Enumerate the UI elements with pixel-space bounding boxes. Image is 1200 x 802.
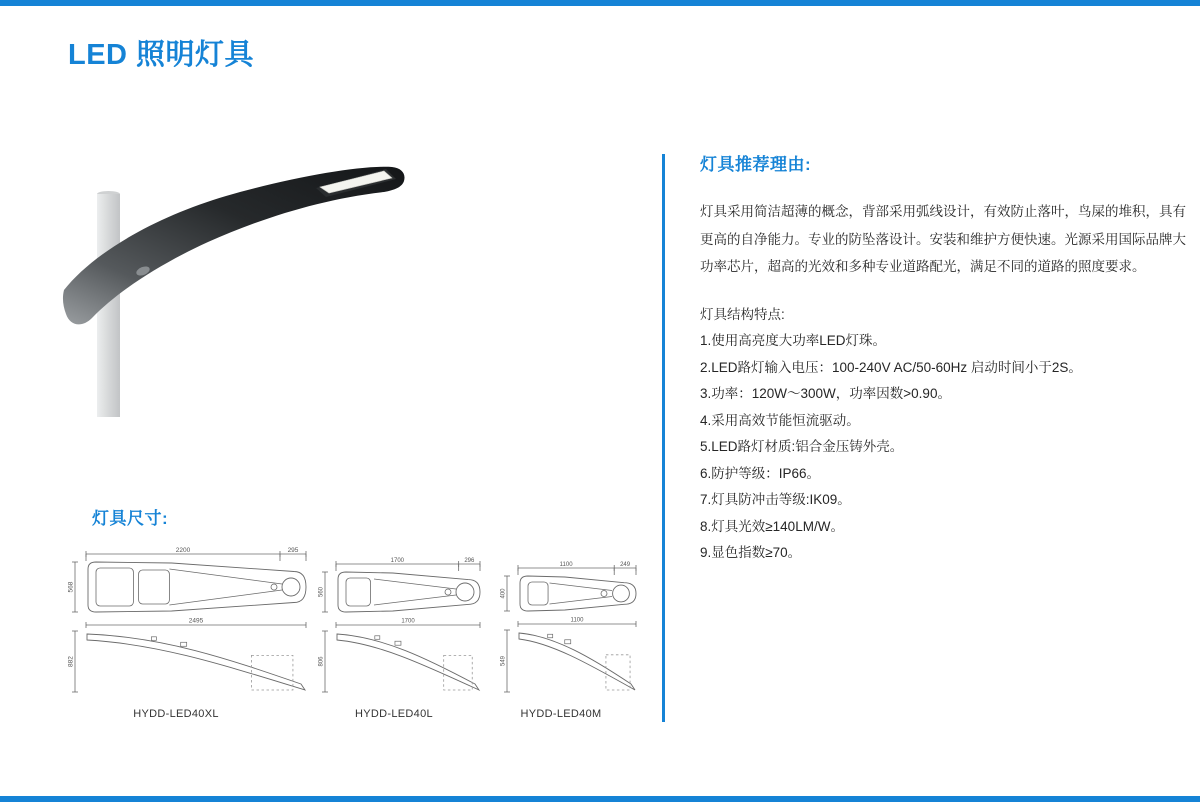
features-list [700,328,1152,567]
svg-text:560: 560 [318,586,325,598]
page-title: LED 照明灯具 [68,39,255,71]
svg-text:400: 400 [500,588,507,599]
svg-text:1100: 1100 [570,617,584,624]
section-divider [662,154,665,722]
recommendation-section [700,150,1186,567]
technical-drawing-xl [66,546,310,698]
svg-text:806: 806 [318,656,325,667]
svg-text:296: 296 [464,558,475,564]
feature-item: 2.LED路灯输入电压：100-240V AC/50-60Hz 启动时间小于2S。 [700,359,1082,375]
dimension-drawing [66,546,310,698]
lamp-photo [40,138,460,460]
svg-text:249: 249 [620,562,631,568]
feature-item: 5.LED路灯材质:铝合金压铸外壳。 [700,439,904,454]
dimension-drawing [498,560,640,698]
svg-text:1700: 1700 [401,618,415,625]
model-label: HYDD-LED40XL [133,708,219,720]
svg-text:2200: 2200 [175,547,191,554]
paragraph-line: 功率芯片，超高的光效和多种专业道路配光，满足不同的道路的照度要求。 [700,259,1146,274]
paragraph-line: 灯具采用简洁超薄的概念，背部采用弧线设计，有效防止落叶，鸟屎的堆积，具有 [700,204,1186,219]
recommendation-paragraph [700,198,1186,281]
dimensions-heading: 灯具尺寸: [92,509,169,528]
feature-item: 8.灯具光效≥140LM/W。 [700,518,844,534]
feature-item: 7.灯具防冲击等级:IK09。 [700,492,851,507]
svg-text:1100: 1100 [559,562,573,568]
svg-text:2495: 2495 [188,617,204,625]
dimension-drawing [316,556,484,698]
paragraph-line: 更高的自净能力。专业的防坠落设计。安装和维护方便快速。光源采用国际品牌大 [700,231,1186,247]
feature-item: 4.采用高效节能恒流驱动。 [700,412,860,428]
features-heading: 灯具结构特点: [700,306,785,322]
recommendation-heading: 灯具推荐理由: [700,155,812,174]
svg-text:882: 882 [67,656,75,667]
top-accent-bar [0,0,1200,6]
lamp-illustration [40,138,460,460]
svg-text:549: 549 [500,655,507,667]
feature-item: 9.显色指数≥70。 [700,545,802,560]
model-label: HYDD-LED40M [520,708,602,720]
features-block [700,302,1152,567]
svg-text:568: 568 [67,581,75,593]
technical-drawing-m [498,560,640,698]
svg-text:295: 295 [287,547,299,554]
technical-drawing-l [316,556,484,698]
bottom-accent-bar [0,796,1200,802]
svg-text:1700: 1700 [390,558,405,564]
feature-item: 6.防护等级：IP66。 [700,465,821,481]
feature-item: 1.使用高亮度大功率LED灯珠。 [700,333,887,348]
feature-item: 3.功率：120W～300W，功率因数>0.90。 [700,386,951,401]
model-label: HYDD-LED40L [355,708,433,720]
